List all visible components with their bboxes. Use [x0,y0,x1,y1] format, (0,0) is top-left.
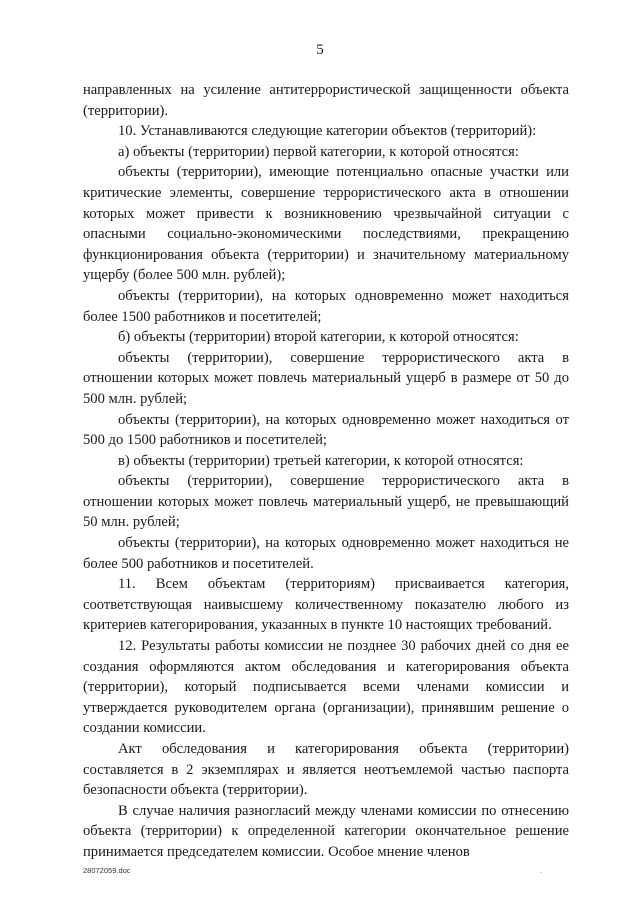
paragraph: В случае наличия разногласий между членами комиссии по отнесению объекта (территории) к определенной категории окончательное решение принимается председателем комиссии. Особое мнение членов [83,802,569,860]
paragraph: объекты (территории), совершение террористического акта в отношении которых может повлечь материальный ущерб в размере от 50 до 500 млн. рублей; [83,349,569,407]
paragraph: б) объекты (территории) второй категории, к которой относятся: [118,329,519,346]
paragraph: объекты (территории), на которых одновременно может находиться не более 500 работников и посетителей. [83,535,569,572]
footer-file-code: 28072059.doc [83,866,131,875]
paragraph: направленных на усиление антитеррористической защищенности объекта (территории). [83,82,569,119]
paragraph: 12. Результаты работы комиссии не позднее 30 рабочих дней со дня ее создания оформляются актом обследования и категорирования объекта (территории), который подписывается всеми членами комиссии и утверждается руководителем органа (организации), принявшим решение о создании комиссии. [83,638,569,737]
paragraph: объекты (территории), совершение террористического акта в отношении которых может повлечь материальный ущерб, не превышающий 50 млн. рублей; [83,473,569,531]
paragraph: 11. Всем объектам (территориям) присваивается категория, соответствующая наивысшему количественному показателю любого из критериев категорирования, указанных в пункте 10 настоящих требований. [83,576,569,634]
paragraph: в) объекты (территории) третьей категории, к которой относятся: [118,452,524,469]
footer-mark: . [540,866,542,875]
paragraph: 10. Устанавливаются следующие категории объектов (территорий): [118,123,537,140]
document-body [83,80,569,863]
paragraph: Акт обследования и категорирования объекта (территории) составляется в 2 экземплярах и является неотъемлемой частью паспорта безопасности объекта (территории). [83,741,569,799]
paragraph: объекты (территории), на которых одновременно может находиться от 500 до 1500 работников и посетителей; [83,411,569,449]
page-number: 5 [316,42,324,58]
paragraph: а) объекты (территории) первой категории, к которой относятся: [118,143,519,160]
paragraph: объекты (территории), имеющие потенциально опасные участки или критические элементы, совершение террористического акта в отношении которых может привести к возникновению чрезвычайной ситуации с опасными социально-экономическими последствиями, прекращению функционирования объекта (территории) и значительному материальному ущербу (более 500 млн. рублей); [83,164,569,284]
paragraph: объекты (территории), на которых одновременно может находиться более 1500 работников и посетителей; [83,287,569,325]
